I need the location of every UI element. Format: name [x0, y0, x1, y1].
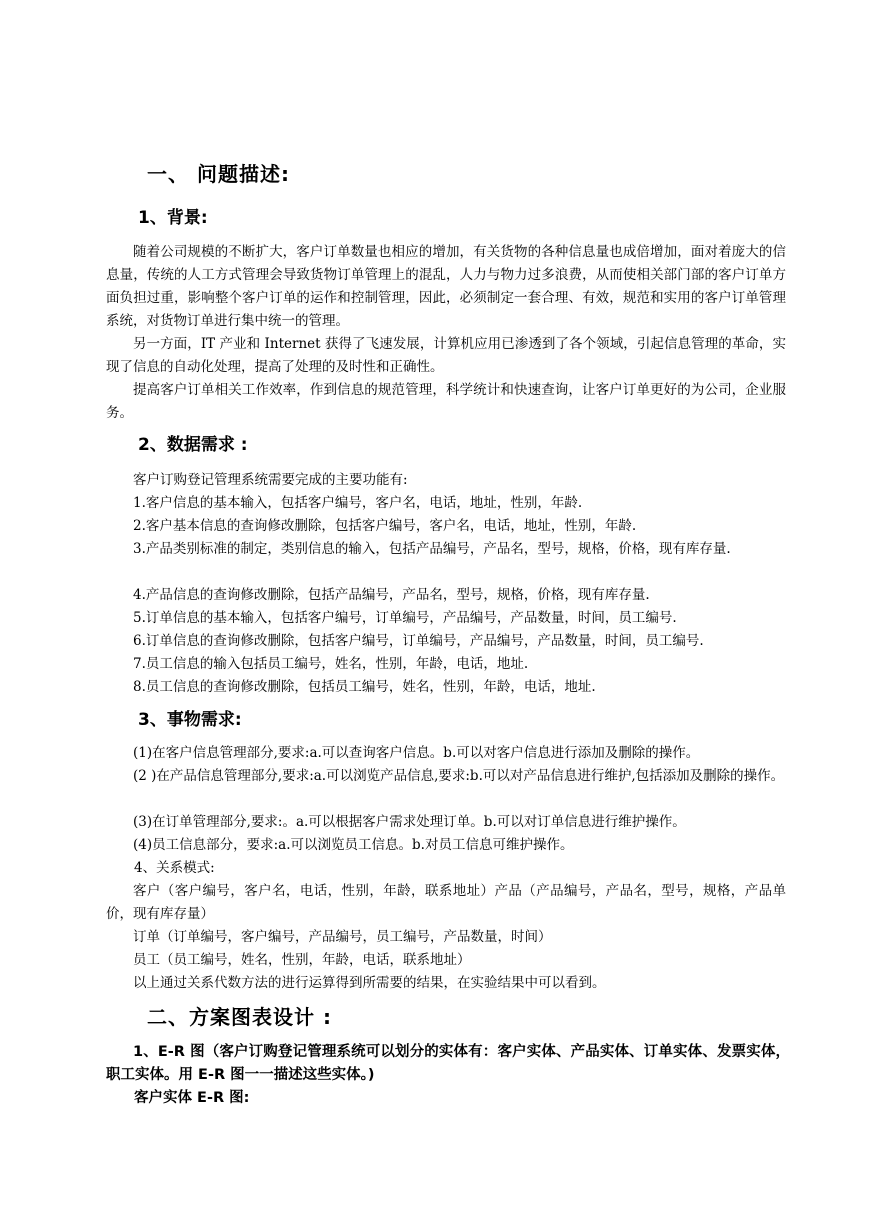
background-paragraph-1: 随着公司规模的不断扩大，客户订单数量也相应的增加，有关货物的各种信息量也成倍增加，面对着庞大的信息量，传统的人工方式管理会导致货物订单管理上的混乱，人力与物力过多浪费，从而使相关部门部的客户订单方面负担过重，影响整个客户订单的运作和控制管理，因此，必须制定一套合理、有效，规范和实用的客户订单管理系统，对货物订单进行集中统一的管理。 — [106, 244, 786, 329]
section-1-title: 一、 问题描述: — [147, 162, 290, 186]
data-requirement-item: 4.产品信息的查询修改删除，包括产品编号，产品名，型号，规格，价格，现有库存量. — [133, 587, 650, 603]
relational-schema-heading: 4、关系模式: — [134, 860, 215, 876]
data-requirement-item: 6.订单信息的查询修改删除，包括客户编号，订单编号，产品编号，产品数量，时间，员工编号. — [133, 633, 704, 649]
data-requirements-heading: 2、数据需求 : — [138, 435, 248, 455]
data-requirement-item: 7.员工信息的输入包括员工编号，姓名，性别，年龄，电话，地址. — [133, 656, 529, 672]
er-diagram-heading: 1、E-R 图（客户订购登记管理系统可以划分的实体有：客户实体、产品实体、订单实体、发票实体，职工实体。用 E-R 图一一描述这些实体。) — [106, 1044, 790, 1083]
section-2-title: 二、方案图表设计 : — [147, 1005, 332, 1029]
transaction-requirements-heading: 3、事物需求: — [138, 710, 242, 730]
relational-schema-item: 员工（员工编号，姓名，性别，年龄，电话，联系地址） — [133, 952, 471, 968]
background-paragraph-3: 提高客户订单相关工作效率，作到信息的规范管理，科学统计和快速查询，让客户订单更好的为公司，企业服务。 — [106, 382, 786, 421]
transaction-requirement-item: (2 )在产品信息管理部分,要求:a.可以浏览产品信息,要求:b.可以对产品信息进行维护,包括添加及删除的操作。 — [133, 768, 785, 784]
transaction-requirement-item: (1)在客户信息管理部分,要求:a.可以查询客户信息。b.可以对客户信息进行添加及删除的操作。 — [133, 745, 700, 761]
background-paragraph-2: 另一方面，IT 产业和 Internet 获得了飞速发展，计算机应用已渗透到了各个领域，引起信息管理的革命，实现了信息的自动化处理，提高了处理的及时性和正确性。 — [106, 336, 786, 375]
data-requirements-intro: 客户订购登记管理系统需要完成的主要功能有: — [133, 472, 408, 488]
relational-schema-item: 以上通过关系代数方法的进行运算得到所需要的结果，在实验结果中可以看到。 — [133, 975, 606, 991]
customer-er-label: 客户实体 E-R 图: — [134, 1090, 250, 1106]
transaction-requirement-item: (4)员工信息部分，要求:a.可以浏览员工信息。b.对员工信息可维护操作。 — [133, 837, 574, 853]
transaction-requirement-item: (3)在订单管理部分,要求:。a.可以根据客户需求处理订单。b.可以对订单信息进行维护操作。 — [133, 814, 686, 830]
data-requirement-item: 3.产品类别标准的制定，类别信息的输入，包括产品编号，产品名，型号，规格，价格，现有库存量. — [133, 541, 731, 557]
data-requirement-item: 5.订单信息的基本输入，包括客户编号，订单编号，产品编号，产品数量，时间，员工编号. — [133, 610, 677, 626]
background-heading: 1、背景: — [138, 208, 208, 228]
data-requirement-item: 8.员工信息的查询修改删除，包括员工编号，姓名，性别，年龄，电话，地址. — [133, 679, 596, 695]
relational-schema-item: 客户（客户编号，客户名，电话，性别，年龄，联系地址）产品（产品编号，产品名，型号，规格，产品单价，现有库存量） — [106, 883, 786, 922]
data-requirement-item: 2.客户基本信息的查询修改删除，包括客户编号，客户名，电话，地址，性别，年龄. — [133, 518, 637, 534]
data-requirement-item: 1.客户信息的基本输入，包括客户编号，客户名，电话，地址，性别，年龄. — [133, 495, 583, 511]
relational-schema-item: 订单（订单编号，客户编号，产品编号，员工编号，产品数量，时间） — [133, 929, 552, 945]
